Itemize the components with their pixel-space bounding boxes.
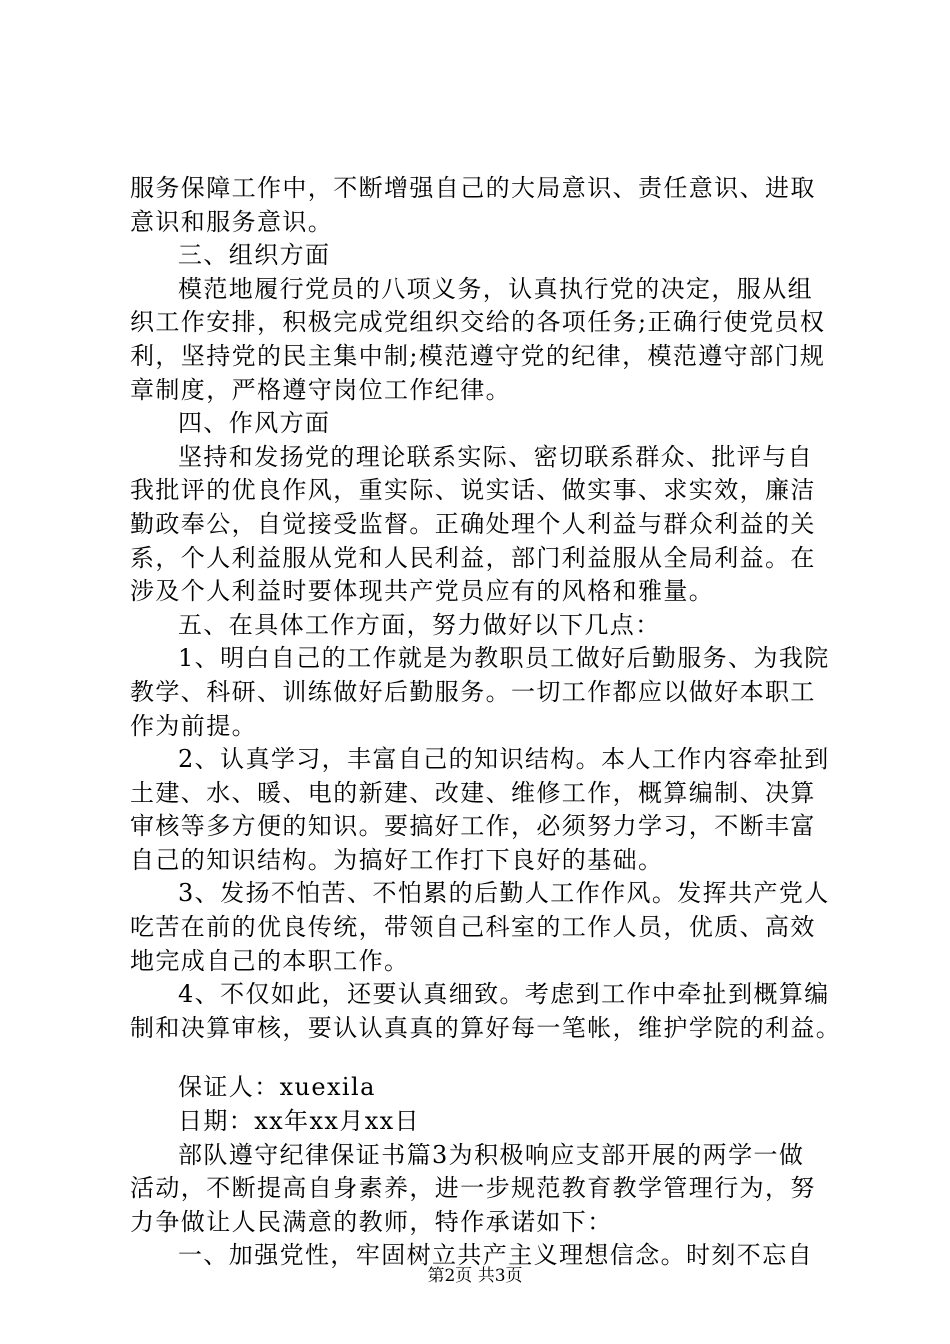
paragraph-line: 部队遵守纪律保证书篇3为积极响应支部开展的两学一做 [178,1140,805,1169]
section-heading: 五、在具体工作方面，努力做好以下几点： [178,610,661,639]
list-item-line: 3、发扬不怕苦、不怕累的后勤人工作作风。发挥共产党人 [178,879,830,908]
list-item-line: 4、不仅如此，还要认真细致。考虑到工作中牵扯到概算编 [178,980,830,1009]
paragraph-line: 服务保障工作中，不断增强自己的大局意识、责任意识、进取 [130,174,816,202]
list-item-line: 地完成自己的本职工作。 [130,946,410,975]
date-line: 日期：xx年xx月xx日 [178,1107,421,1136]
list-item-line: 自己的知识结构。为搞好工作打下良好的基础。 [130,845,664,874]
list-item-line: 作为前提。 [130,711,257,740]
paragraph-line: 利，坚持党的民主集中制;模范遵守党的纪律，模范遵守部门规 [130,341,826,370]
paragraph-line: 织工作安排，积极完成党组织交给的各项任务;正确行使党员权 [130,308,826,337]
list-item-line: 土建、水、暖、电的新建、改建、维修工作，概算编制、决算 [130,778,816,807]
list-item-line: 制和决算审核，要认认真真的算好每一笔帐，维护学院的利益。 [130,1013,842,1042]
paragraph-line: 活动，不断提高自身素养，进一步规范教育教学管理行为，努 [130,1174,816,1203]
paragraph-line: 力争做让人民满意的教师，特作承诺如下： [130,1207,613,1236]
section-heading: 四、作风方面 [178,409,331,438]
paragraph-line: 模范地履行党员的八项义务，认真执行党的决定，服从组 [178,274,813,303]
list-item-line: 教学、科研、训练做好后勤服务。一切工作都应以做好本职工 [130,677,816,706]
list-item-line: 2、认真学习，丰富自己的知识结构。本人工作内容牵扯到 [178,745,830,774]
paragraph-line: 意识和服务意识。 [130,207,334,236]
paragraph-line: 涉及个人利益时要体现共产党员应有的风格和雅量。 [130,577,715,606]
list-item-line: 吃苦在前的优良传统，带领自己科室的工作人员，优质、高效 [130,913,816,942]
list-item-line: 1、明白自己的工作就是为教职员工做好后勤服务、为我院 [178,644,830,673]
paragraph-line: 勤政奉公，自觉接受监督。正确处理个人利益与群众利益的关 [130,509,816,538]
guarantor-line: 保证人：xuexila [178,1073,376,1102]
page-footer: 第2页 共3页 [427,1266,523,1286]
paragraph-line: 一、加强党性，牢固树立共产主义理想信念。时刻不忘自 [178,1241,813,1270]
paragraph-line: 坚持和发扬党的理论联系实际、密切联系群众、批评与自 [178,442,813,471]
paragraph-gap [130,1045,850,1071]
paragraph-line: 系，个人利益服从党和人民利益，部门利益服从全局利益。在 [130,543,816,572]
list-item-line: 审核等多方便的知识。要搞好工作，必须努力学习，不断丰富 [130,812,816,841]
paragraph-line: 章制度，严格遵守岗位工作纪律。 [130,375,511,404]
section-heading: 三、组织方面 [178,241,331,270]
document-body [130,172,850,1273]
paragraph-line: 我批评的优良作风，重实际、说实话、做实事、求实效，廉洁 [130,476,816,505]
